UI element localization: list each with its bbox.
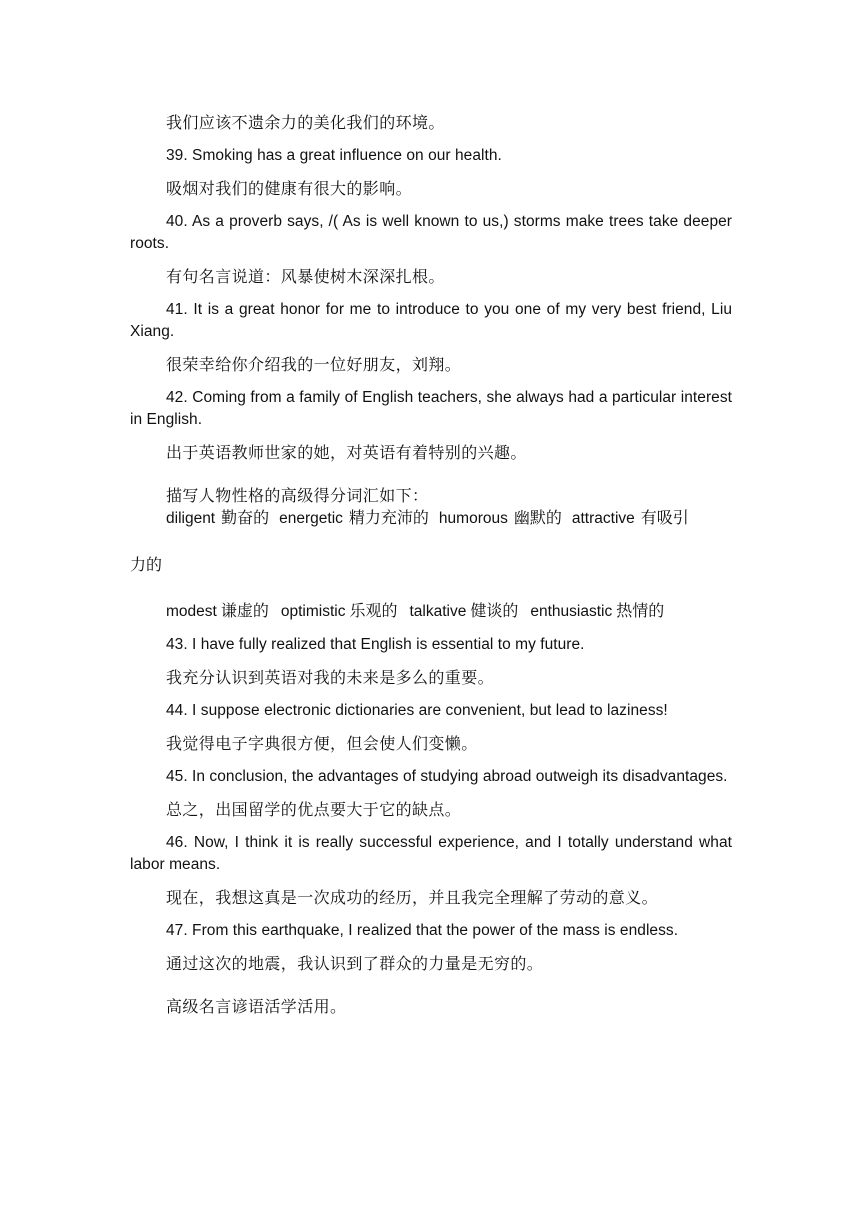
translation-44: 我觉得电子字典很方便，但会使人们变懒。: [166, 734, 478, 753]
translation-46: 现在，我想这真是一次成功的经历，并且我完全理解了劳动的意义。: [166, 888, 659, 907]
vocab-meaning: 勤奋的: [221, 508, 270, 527]
vocab-row-1: [130, 507, 732, 530]
vocab-meaning: 精力充沛的: [348, 508, 429, 527]
proverb-heading: 高级名言谚语活学活用。: [166, 997, 347, 1016]
document-body: [130, 112, 732, 1018]
vocab-word: talkative: [409, 603, 467, 620]
vocab-meaning: 乐观的: [349, 601, 398, 620]
paragraph-chinese: 我们应该不遗余力的美化我们的环境。: [166, 113, 445, 132]
vocab-meaning: 有吸引: [640, 508, 689, 527]
sentence-45: 45. In conclusion, the advantages of studying abroad outweigh its disadvantages.: [166, 768, 728, 785]
vocab-word: attractive: [571, 510, 635, 527]
translation-41: 很荣幸给你介绍我的一位好朋友，刘翔。: [166, 355, 462, 374]
translation-47: 通过这次的地震，我认识到了群众的力量是无穷的。: [166, 954, 544, 973]
vocab-word: modest: [166, 603, 217, 620]
translation-39: 吸烟对我们的健康有很大的影响。: [166, 179, 413, 198]
sentence-46: 46. Now, I think it is really successful experience, and I totally understand what labor means.: [130, 834, 732, 873]
sentence-40: 40. As a proverb says, /( As is well known to us,) storms make trees take deeper roots.: [130, 213, 732, 252]
sentence-42: 42. Coming from a family of English teachers, she always had a particular interest in English.: [130, 389, 732, 428]
vocab-word: enthusiastic: [530, 603, 613, 620]
vocab-word: optimistic: [280, 603, 346, 620]
translation-42: 出于英语教师世家的她，对英语有着特别的兴趣。: [166, 443, 527, 462]
vocab-meaning: 健谈的: [470, 601, 519, 620]
sentence-44: 44. I suppose electronic dictionaries are convenient, but lead to laziness!: [166, 702, 668, 719]
sentence-47: 47. From this earthquake, I realized that the power of the mass is endless.: [166, 922, 679, 939]
sentence-41: 41. It is a great honor for me to introduce to you one of my very best friend, Liu Xiang.: [130, 301, 732, 340]
vocab-heading: 描写人物性格的高级得分词汇如下：: [166, 486, 429, 505]
vocab-meaning: 幽默的: [513, 508, 562, 527]
vocab-meaning: 热情的: [616, 601, 665, 620]
vocab-word: energetic: [279, 510, 343, 527]
vocab-meaning: 谦虚的: [220, 601, 269, 620]
vocab-word: diligent: [166, 510, 216, 527]
translation-45: 总之，出国留学的优点要大于它的缺点。: [166, 800, 462, 819]
vocab-word: humorous: [438, 510, 508, 527]
sentence-43: 43. I have fully realized that English is essential to my future.: [166, 636, 585, 653]
sentence-39: 39. Smoking has a great influence on our health.: [166, 147, 502, 164]
translation-40: 有句名言说道：风暴使树木深深扎根。: [166, 267, 445, 286]
translation-43: 我充分认识到英语对我的未来是多么的重要。: [166, 668, 495, 687]
vocab-row-2: [130, 600, 732, 623]
vocab-row-1-continuation: 力的: [130, 555, 163, 574]
